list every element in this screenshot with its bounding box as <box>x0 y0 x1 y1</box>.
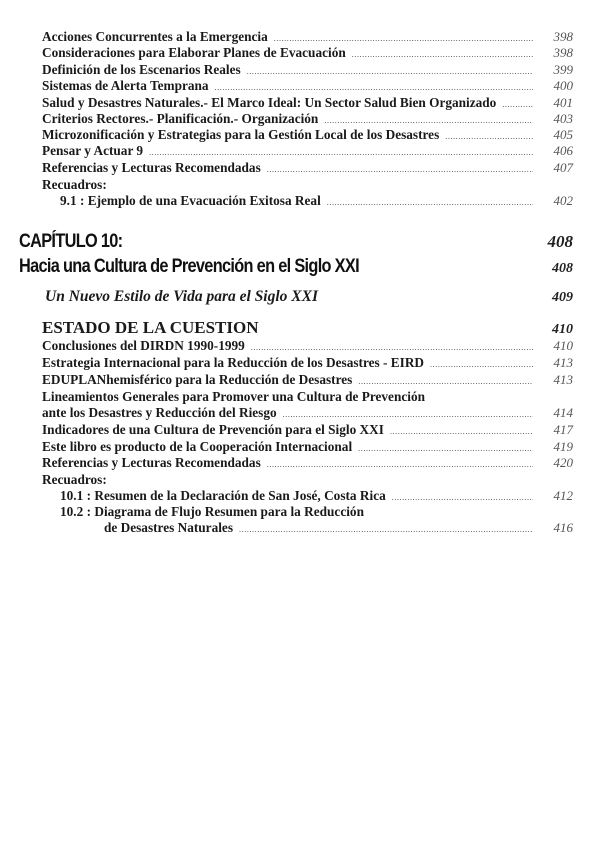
entry-page: 405 <box>553 127 573 142</box>
toc-entry-line1 <box>42 389 573 405</box>
entry-title: EDUPLANhemisférico para la Reducción de Desastres <box>42 372 353 387</box>
entry-page: 416 <box>553 520 573 535</box>
intro-page: 409 <box>552 290 573 305</box>
entry-title: Salud y Desastres Naturales.- El Marco Ideal: Un Sector Salud Bien Organizado <box>42 95 497 110</box>
recuadros-heading: Recuadros: <box>42 177 107 192</box>
entry-page: 401 <box>553 95 573 110</box>
entry-page: 419 <box>553 439 573 454</box>
entry-title: 10.1 : Resumen de la Declaración de San José, Costa Rica <box>60 488 386 503</box>
recuadros-label <box>42 472 573 488</box>
entry-page: 400 <box>553 78 573 93</box>
entry-page: 413 <box>553 372 573 387</box>
dot-leader <box>215 80 533 96</box>
entry-title: 10.2 : Diagrama de Flujo Resumen para la Reducción <box>60 504 364 519</box>
entry-title: Referencias y Lecturas Recomendadas <box>42 160 261 175</box>
entry-title-cont: ante los Desastres y Reducción del Riesgo <box>42 405 277 420</box>
toc-entry <box>42 455 573 471</box>
chapter-page: 408 <box>547 232 573 251</box>
dot-leader <box>251 340 533 356</box>
toc-entry <box>42 355 573 371</box>
entry-title: Pensar y Actuar 9 <box>42 143 144 158</box>
dot-leader <box>283 407 533 423</box>
chapter-label <box>19 231 573 253</box>
dot-leader <box>267 162 533 178</box>
estado-heading <box>42 318 573 338</box>
chapter-intro <box>45 288 573 306</box>
entry-title: Microzonificación y Estrategias para la Gestión Local de los Desastres <box>42 127 440 142</box>
toc-entry <box>42 405 573 421</box>
chapter-title-row <box>19 256 573 278</box>
entry-page: 399 <box>553 62 573 77</box>
recuadro-entry <box>60 193 573 209</box>
entry-page: 414 <box>553 405 573 420</box>
toc-entry <box>42 338 573 354</box>
toc-entry <box>42 372 573 388</box>
dot-leader <box>390 424 533 440</box>
entry-title: Este libro es producto de la Cooperación Internacional <box>42 439 353 454</box>
entry-page: 417 <box>553 422 573 437</box>
entry-title-cont: de Desastres Naturales <box>104 520 234 535</box>
entry-page: 402 <box>553 193 573 208</box>
entry-title: Lineamientos Generales para Promover una Cultura de Prevención <box>42 389 425 404</box>
entry-page: 413 <box>553 355 573 370</box>
toc-entry <box>42 111 573 127</box>
entry-title: Referencias y Lecturas Recomendadas <box>42 455 261 470</box>
dot-leader <box>149 145 533 161</box>
entry-page: 403 <box>553 111 573 126</box>
toc-entry <box>42 62 573 78</box>
entry-page: 398 <box>553 45 573 60</box>
dot-leader <box>327 195 533 211</box>
entry-title: Definición de los Escenarios Reales <box>42 62 241 77</box>
recuadro-entry-line1 <box>60 504 573 520</box>
toc-entry <box>42 143 573 159</box>
recuadro-entry <box>60 488 573 504</box>
toc-entry <box>42 78 573 94</box>
dot-leader <box>430 357 533 373</box>
chapter-number: CAPÍTULO 10: <box>19 231 123 252</box>
toc-entry <box>42 422 573 438</box>
entry-title: Sistemas de Alerta Temprana <box>42 78 209 93</box>
toc-entry <box>42 29 573 45</box>
entry-title: Indicadores de una Cultura de Prevención para el Siglo XXI <box>42 422 384 437</box>
entry-title: Acciones Concurrentes a la Emergencia <box>42 29 268 44</box>
entry-page: 412 <box>553 488 573 503</box>
estado-title: ESTADO DE LA CUESTION <box>42 318 259 337</box>
toc-entry <box>42 160 573 176</box>
chapter-title-page: 408 <box>552 261 573 276</box>
dot-leader <box>352 47 533 63</box>
dot-leader <box>358 374 533 390</box>
dot-leader <box>239 522 533 538</box>
entry-page: 407 <box>553 160 573 175</box>
entry-title: Estrategia Internacional para la Reducción de los Desastres - EIRD <box>42 355 425 370</box>
entry-page: 420 <box>553 455 573 470</box>
entry-title: Criterios Rectores.- Planificación.- Organización <box>42 111 319 126</box>
estado-page: 410 <box>552 322 573 337</box>
toc-entry <box>42 127 573 143</box>
entry-page: 398 <box>553 29 573 44</box>
toc-entry <box>42 95 573 111</box>
intro-title: Un Nuevo Estilo de Vida para el Siglo XXI <box>45 288 319 305</box>
entry-title: Consideraciones para Elaborar Planes de Evacuación <box>42 45 346 60</box>
entry-page: 410 <box>553 338 573 353</box>
recuadros-label <box>42 177 573 193</box>
recuadros-heading: Recuadros: <box>42 472 107 487</box>
entry-title: 9.1 : Ejemplo de una Evacuación Exitosa Real <box>60 193 321 208</box>
chapter-title: Hacia una Cultura de Prevención en el Siglo XXI <box>19 256 359 277</box>
dot-leader <box>267 457 533 473</box>
recuadro-entry <box>104 520 573 536</box>
toc-entry <box>42 45 573 61</box>
entry-page: 406 <box>553 143 573 158</box>
entry-title: Conclusiones del DIRDN 1990-1999 <box>42 338 245 353</box>
toc-entry <box>42 439 573 455</box>
